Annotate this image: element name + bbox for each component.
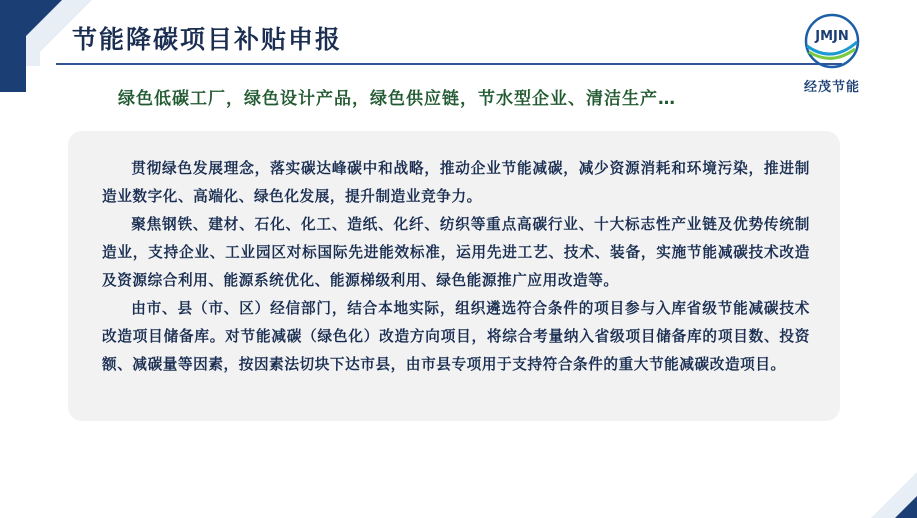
corner-br-light-triangle: [871, 472, 917, 518]
logo-company-name: 经茂节能: [803, 80, 860, 95]
body-paragraph: 聚焦钢铁、建材、石化、化工、造纸、化纤、纺织等重点高碳行业、十大标志性产业链及优势传统制造业，支持企业、工业园区对标国际先进能效标准，运用先进工艺、技术、装备，实施节能减碳技术改造及资源综合利用、能源系统优化、能源梯级利用、绿色能源推广应用改造等。: [102, 216, 810, 289]
logo-mark-icon: [797, 12, 867, 74]
decorative-corner-bottom-right: [847, 458, 917, 518]
body-card: [68, 131, 840, 421]
corner-dark-bar: [0, 0, 26, 92]
subtitle: 绿色低碳工厂，绿色设计产品，绿色供应链，节水型企业、清洁生产…: [118, 89, 676, 109]
corner-light-bar: [26, 0, 40, 66]
body-paragraph: 贯彻绿色发展理念，落实碳达峰碳中和战略，推动企业节能减碳，减少资源消耗和环境污染，推进制造业数字化、高端化、绿色化发展，提升制造业竞争力。: [102, 160, 810, 205]
svg-text:JMJN: JMJN: [815, 29, 849, 44]
title-divider: [56, 63, 842, 65]
body-paragraph: 由市、县（市、区）经信部门，结合本地实际，组织遴选符合条件的项目参与入库省级节能减碳技术改造项目储备库。对节能减碳（绿色化）改造方向项目，将综合考量纳入省级项目储备库的项目数、投资额、减碳量等因素，按因素法切块下达市县，由市县专项用于支持符合条件的重大节能减碳改造项目。: [102, 300, 810, 373]
corner-dark-triangle: [0, 0, 62, 62]
corner-br-dark-triangle: [895, 496, 917, 518]
page-title: 节能降碳项目补贴申报: [72, 25, 343, 54]
